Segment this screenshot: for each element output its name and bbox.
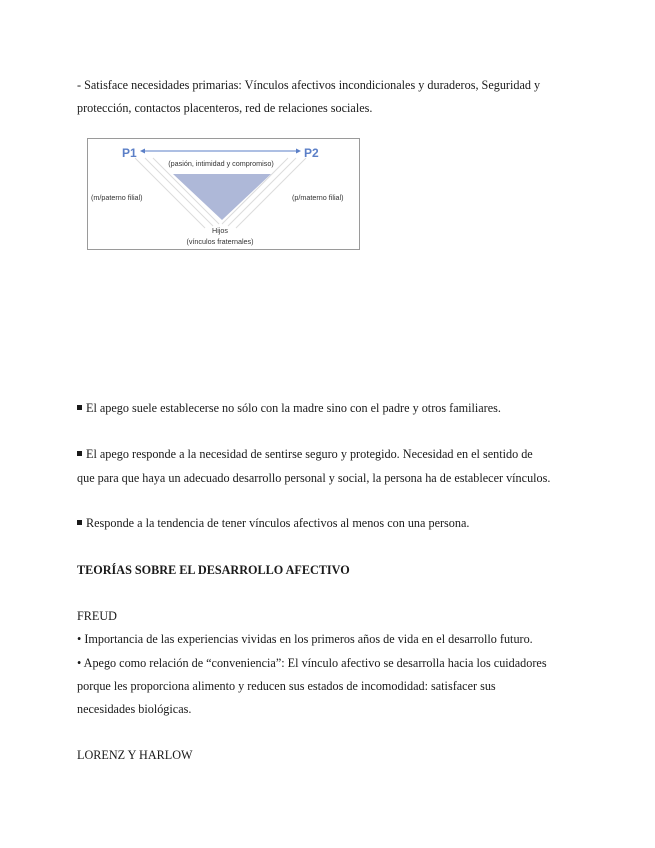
freud-heading: FREUD — [77, 609, 117, 623]
label-top: (pasión, intimidad y compromiso) — [168, 159, 274, 168]
freud-point-2-line-2: porque les proporciona alimento y reducen sus estados de incomodidad: satisfacer sus — [77, 679, 496, 693]
bullet-3: Responde a la tendencia de tener vínculos afectivos al menos con una persona. — [77, 515, 469, 531]
intro-line-2: protección, contactos placenteros, red de relaciones sociales. — [77, 101, 373, 115]
label-p2: P2 — [304, 146, 319, 160]
lorenz-heading: LORENZ Y HARLOW — [77, 748, 193, 762]
bullet-2-line-1: El apego responde a la necesidad de sentirse seguro y protegido. Necesidad en el sentido de — [77, 446, 533, 462]
section-title: TEORÍAS SOBRE EL DESARROLLO AFECTIVO — [77, 563, 350, 577]
freud-point-1: • Importancia de las experiencias vividas en los primeros años de vida en el desarrollo futuro. — [77, 632, 533, 646]
square-bullet-icon — [77, 405, 82, 410]
intro-line-1: - Satisface necesidades primarias: Vínculos afectivos incondicionales y duraderos, Seguridad y — [77, 78, 541, 92]
bullet-1: El apego suele establecerse no sólo con la madre sino con el padre y otros familiares. — [77, 400, 501, 416]
freud-point-2-line-1: • Apego como relación de “conveniencia”: El vínculo afectivo se desarrolla hacia los cuidadores — [77, 656, 547, 670]
label-p1: P1 — [122, 146, 137, 160]
label-bottom-1: Hijos — [212, 226, 228, 235]
label-bottom-2: (vínculos fraternales) — [186, 237, 254, 246]
square-bullet-icon — [77, 451, 82, 456]
label-left: (m/paterno filial) — [91, 193, 143, 202]
bullet-2-line-2: que para que haya un adecuado desarrollo personal y social, la persona ha de establecer vínculos. — [77, 471, 551, 485]
relationship-diagram — [87, 138, 360, 250]
label-right: (p/materno filial) — [292, 193, 344, 202]
freud-point-2-line-3: necesidades biológicas. — [77, 702, 192, 716]
square-bullet-icon — [77, 520, 82, 525]
